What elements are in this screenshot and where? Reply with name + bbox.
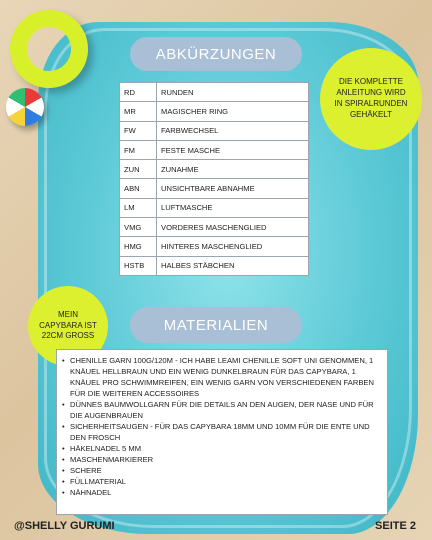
table-row [120,160,309,179]
table-row [120,198,309,217]
list-item: • DÜNNES BAUMWOLLGARN FÜR DIE DETAILS AN DEN AUGEN, DER NASE UND FÜR DIE AUGENBRAUEN [70,399,381,421]
meaning-cell: MAGISCHER RING [157,102,309,121]
list-item: • CHENILLE GARN 100G/120M - ICH HABE LEAMI CHENILLE SOFT UNI GENOMMEN, 1 KNÄUEL HELLBRAUN UND EIN WENIG DUNKELBRAUN FÜR DAS CAPYBARA, 1 KNÄUEL PRO SCHWIMMREIFEN, EIN WENIG GARN VON VERSCHIEDENEN FARBEN FÜR DIE WEITEREN ACCESSOIRES [70,355,381,399]
footer-author: @SHELLY GURUMI [14,520,115,532]
materials-list [61,355,381,498]
meaning-cell: HINTERES MASCHENGLIED [157,237,309,256]
list-item: • FÜLLMATERIAL [70,476,381,487]
meaning-cell: FARBWECHSEL [157,121,309,140]
meaning-cell: FESTE MASCHE [157,140,309,159]
meaning-cell: VORDERES MASCHENGLIED [157,218,309,237]
abbr-cell: FM [120,140,157,159]
note-spiral-rounds: DIE KOMPLETTE ANLEITUNG WIRD IN SPIRALRUNDEN GEHÄKELT [320,48,422,150]
abbr-cell: ZUN [120,160,157,179]
list-item: • SICHERHEITSAUGEN - FÜR DAS CAPYBARA 18MM UND 10MM FÜR DIE ENTE UND DEN FROSCH [70,421,381,443]
list-item: • SCHERE [70,465,381,476]
beach-ball-decoration [6,88,44,126]
table-row [120,83,309,102]
abbr-cell: LM [120,198,157,217]
table-row [120,102,309,121]
abbr-cell: RD [120,83,157,102]
meaning-cell: HALBES STÄBCHEN [157,256,309,275]
list-item: • MASCHENMARKIERER [70,454,381,465]
table-row [120,121,309,140]
list-item: • NÄHNADEL [70,487,381,498]
abbr-cell: ABN [120,179,157,198]
note-capybara-size: MEIN CAPYBARA IST 22CM GROSS [28,286,108,366]
footer-page-number: SEITE 2 [375,520,416,532]
abbreviations-title: ABKÜRZUNGEN [130,37,302,71]
abbr-cell: HMG [120,237,157,256]
table-row [120,218,309,237]
abbr-cell: FW [120,121,157,140]
table-row [120,140,309,159]
table-row [120,237,309,256]
materials-box [56,349,388,515]
list-item: • HÄKELNADEL 5 MM [70,443,381,454]
materials-title: MATERIALIEN [130,307,302,343]
meaning-cell: LUFTMASCHE [157,198,309,217]
meaning-cell: RUNDEN [157,83,309,102]
table-row [120,256,309,275]
abbr-cell: VMG [120,218,157,237]
table-row [120,179,309,198]
abbr-cell: MR [120,102,157,121]
meaning-cell: UNSICHTBARE ABNAHME [157,179,309,198]
meaning-cell: ZUNAHME [157,160,309,179]
abbreviations-table [119,82,309,276]
abbr-cell: HSTB [120,256,157,275]
